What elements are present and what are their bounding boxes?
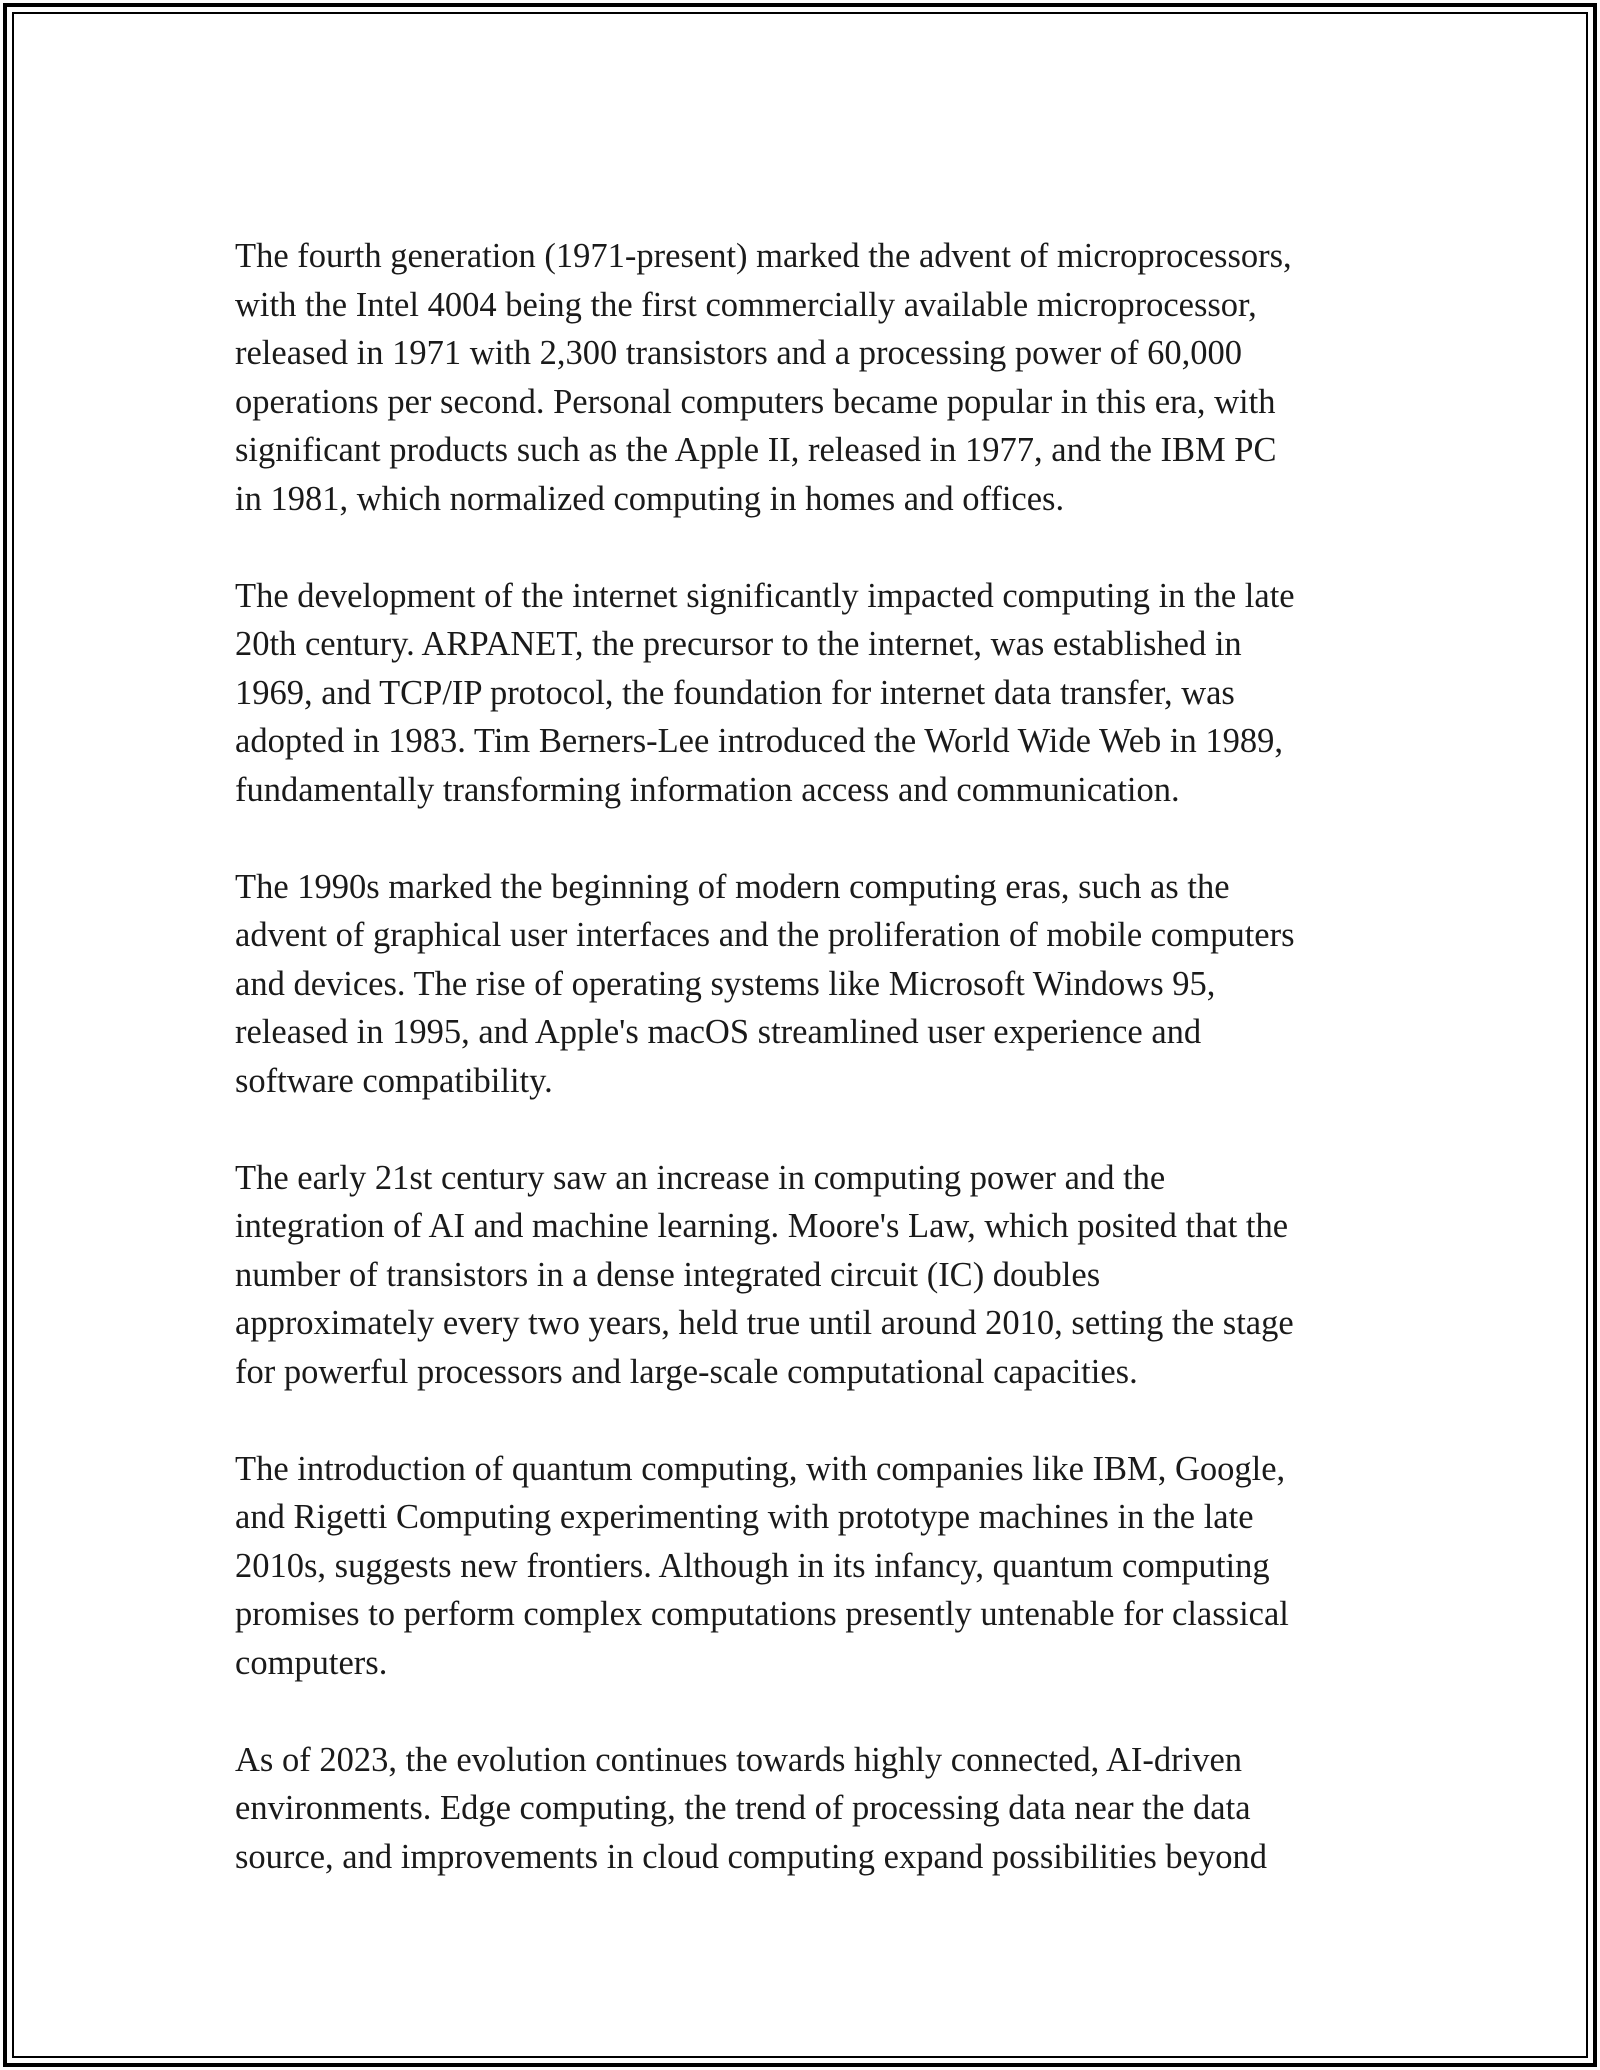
- text-line: fundamentally transforming information access and communication.: [235, 770, 1180, 809]
- text-line: 2010s, suggests new frontiers. Although in its infancy, quantum computing: [235, 1546, 1270, 1585]
- text-line: The development of the internet significantly impacted computing in the late: [235, 576, 1295, 615]
- text-line: released in 1995, and Apple's macOS streamlined user experience and: [235, 1013, 1202, 1051]
- text-line: The 1990s marked the beginning of modern computing eras, such as the: [235, 867, 1230, 906]
- text-line: significant products such as the Apple II, released in 1977, and the IBM PC: [235, 431, 1277, 469]
- paragraph-21st-century: [235, 1154, 1365, 1397]
- text-line: operations per second. Personal computers became popular in this era, with: [235, 382, 1276, 421]
- paragraph-quantum-computing: [235, 1445, 1365, 1688]
- text-line: promises to perform complex computations presently untenable for classical: [235, 1595, 1289, 1633]
- text-line: advent of graphical user interfaces and the proliferation of mobile computers: [235, 916, 1295, 954]
- paragraph-internet: [235, 572, 1365, 815]
- text-line: and devices. The rise of operating systems like Microsoft Windows 95,: [235, 964, 1216, 1003]
- text-line: and Rigetti Computing experimenting with prototype machines in the late: [235, 1498, 1254, 1536]
- paragraph-2023: [235, 1736, 1365, 1882]
- text-line: environments. Edge computing, the trend of processing data near the data: [235, 1789, 1251, 1827]
- document-body: [235, 232, 1365, 1930]
- text-line: The fourth generation (1971-present) marked the advent of microprocessors,: [235, 237, 1292, 275]
- text-line: integration of AI and machine learning. Moore's Law, which posited that the: [235, 1207, 1289, 1245]
- text-line: The early 21st century saw an increase in computing power and the: [235, 1158, 1166, 1197]
- text-line: As of 2023, the evolution continues towards highly connected, AI-driven: [235, 1740, 1243, 1779]
- paragraph-1990s: [235, 863, 1365, 1106]
- text-line: released in 1971 with 2,300 transistors and a processing power of 60,000: [235, 334, 1243, 372]
- text-line: 1969, and TCP/IP protocol, the foundation for internet data transfer, was: [235, 673, 1235, 712]
- text-line: adopted in 1983. Tim Berners-Lee introduced the World Wide Web in 1989,: [235, 722, 1284, 760]
- text-line: 20th century. ARPANET, the precursor to the internet, was established in: [235, 625, 1242, 663]
- text-line: for powerful processors and large-scale computational capacities.: [235, 1352, 1138, 1391]
- text-line: computers.: [235, 1643, 388, 1682]
- text-line: software compatibility.: [235, 1061, 553, 1100]
- text-line: with the Intel 4004 being the first commercially available microprocessor,: [235, 285, 1257, 324]
- paragraph-fourth-generation: [235, 232, 1365, 523]
- text-line: number of transistors in a dense integrated circuit (IC) doubles: [235, 1255, 1101, 1294]
- text-line: source, and improvements in cloud computing expand possibilities beyond: [235, 1837, 1267, 1876]
- text-line: approximately every two years, held true until around 2010, setting the stage: [235, 1304, 1294, 1342]
- text-line: The introduction of quantum computing, with companies like IBM, Google,: [235, 1449, 1286, 1488]
- text-line: in 1981, which normalized computing in homes and offices.: [235, 479, 1065, 518]
